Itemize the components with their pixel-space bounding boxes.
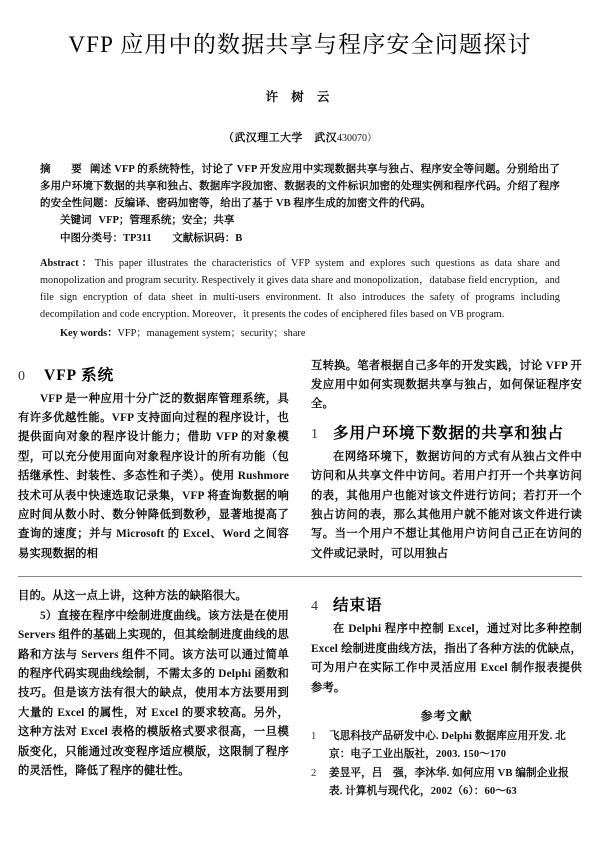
section-heading-conclusion <box>311 593 582 615</box>
abstract-chinese <box>40 161 560 212</box>
section-divider <box>18 576 582 577</box>
reference-item <box>311 728 582 763</box>
body-columns-top <box>18 357 582 565</box>
reference-number: 1 <box>311 730 317 742</box>
right-column-top <box>311 357 582 565</box>
clc-value: TP311 <box>123 232 152 244</box>
abstract-english-text: This paper illustrates the characteristics of VFP system and explores such questions as data share and monopolization and program security. Respectively it gives data share and monopolization，database field encryption，and file sign encryption of data sheet in multi-users environment. It also introduces the safety of programs including decompilation and code encryption. Moreover，it presents the codes of enciphered files based on VB program. <box>40 257 560 320</box>
affiliation-text: （武汉理工大学 武汉 <box>223 132 337 144</box>
keywords-english <box>40 325 560 343</box>
document-code-value: B <box>235 232 243 244</box>
section-number: 1 <box>311 426 318 442</box>
section-title: 多用户环境下数据的共享和独占 <box>333 424 565 442</box>
section-number: 4 <box>311 599 318 615</box>
section-heading-vfp-system <box>18 363 289 385</box>
author-name: 许 树 云 <box>265 90 335 104</box>
body-columns-bottom <box>18 587 582 802</box>
paragraph-vfp-system: VFP 是一种应用十分广泛的数据库管理系统，具有许多优越性能。VFP 支持面向过程的程序设计，也提供面向对象的程序设计能力；借助 VFP 的对象模型，可以充分使用面向对象程序设计的所有功能（包括继承性、封装性、多态性和子类）。使用 Rushmore 技术可从表中快速选取记录集，VFP 将查询数据的响应时间从数小时、数分钟降低到数秒，显著地提高了查询的速度；并与 Microsoft 的 Excel、Word 之间容易实现数据的相 <box>18 392 289 560</box>
affiliation-postcode: 430070） <box>337 133 377 144</box>
affiliation <box>18 129 582 145</box>
reference-number: 2 <box>311 768 317 780</box>
paragraph-conclusion: 在 Delphi 程序中控制 Excel，通过对比多种控制 Excel 绘制进度曲线方法，指出了各种方法的优缺点，可为用户在实际工作中灵活应用 Excel 制作报表提供参考。 <box>311 623 582 694</box>
reference-text: 姜昱平，吕 强，李沐华. 如何应用 VB 编制企业报表. 计算机与现代化，2002（6）：60～63 <box>329 768 569 797</box>
abstract-english-label: Abstract： <box>40 257 95 269</box>
abstract-chinese-label: 摘 要 <box>40 164 87 175</box>
right-column-bottom <box>311 587 582 802</box>
abstract-chinese-text: 阐述 VFP 的系统特性，讨论了 VFP 开发应用中实现数据共享与独占、程序安全等问题。分别给出了多用户环境下数据的共享和独占、数据库字段加密、数据表的文件标识加密的处理实例和程序代码。介绍了程序的安全性问题：反编译、密码加密等，给出了基于 VB 程序生成的加密文件的代码。 <box>40 164 561 209</box>
keywords-english-label: Key words： <box>60 328 118 339</box>
abstract-block <box>18 161 582 343</box>
page-title: VFP 应用中的数据共享与程序安全问题探讨 <box>68 32 532 57</box>
section-title: VFP 系统 <box>44 366 115 384</box>
references-title: 参考文献 <box>420 708 473 723</box>
paragraph-item-five: 5）直接在程序中绘制进度曲线。该方法是在使用 Servers 组件的基础上实现的，但其绘制进度曲线的思路和方法与 Servers 组件不同。该方法可以通过简单的程序代码实现曲线绘制，不需太多的 Delphi 函数和技巧。但是该方法有很大的缺点，使用本方法要用到大量的 Excel 的属性，对 Excel 的要求较高。另外，这种方法对 Excel 表格的模版格式要求很高，一旦模版变化，只能通过改变程序适应模版，这限制了程序的灵活性，降低了程序的健壮性。 <box>18 609 289 778</box>
paragraph-continued-intro: 互转换。笔者根据自己多年的开发实践，讨论 VFP 开发应用中如何实现数据共享与独占，如何保证程序安全。 <box>311 359 582 411</box>
keywords-chinese <box>40 212 560 230</box>
paragraph-continued-drawback: 目的。从这一点上讲，这种方法的缺陷很大。 <box>18 590 247 603</box>
paper-header <box>18 0 582 343</box>
section-title: 结束语 <box>333 597 383 615</box>
document-code-label: 文献标识码： <box>172 232 236 244</box>
classification-line <box>40 230 560 248</box>
left-column-bottom <box>18 587 289 802</box>
keywords-english-text: VFP；management system；security；share <box>117 328 306 339</box>
clc-label: 中图分类号： <box>60 232 123 244</box>
reference-text: 飞思科技产品研发中心. Delphi 数据库应用开发. 北京：电子工业出版社，2003. 150～170 <box>329 730 566 760</box>
left-column-top <box>18 357 289 565</box>
section-number: 0 <box>18 368 25 384</box>
keywords-chinese-text: VFP；管理系统；安全；共享 <box>98 215 235 226</box>
abstract-english <box>40 255 560 323</box>
keywords-chinese-label: 关键词 <box>60 215 92 226</box>
section-heading-multiuser <box>311 421 582 443</box>
reference-item <box>311 765 582 800</box>
paragraph-multiuser: 在网络环境下，数据访问的方式有从独占文件中访问和从共享文件中访问。若用户打开一个共享访问的表，其他用户也能对该文件进行访问；若打开一个独占访问的表，那么其他用户就不能对该文件进行读写。当一个用户不想让其他用户访问自己正在访问的文件或记录时，可以用独占 <box>311 450 582 560</box>
